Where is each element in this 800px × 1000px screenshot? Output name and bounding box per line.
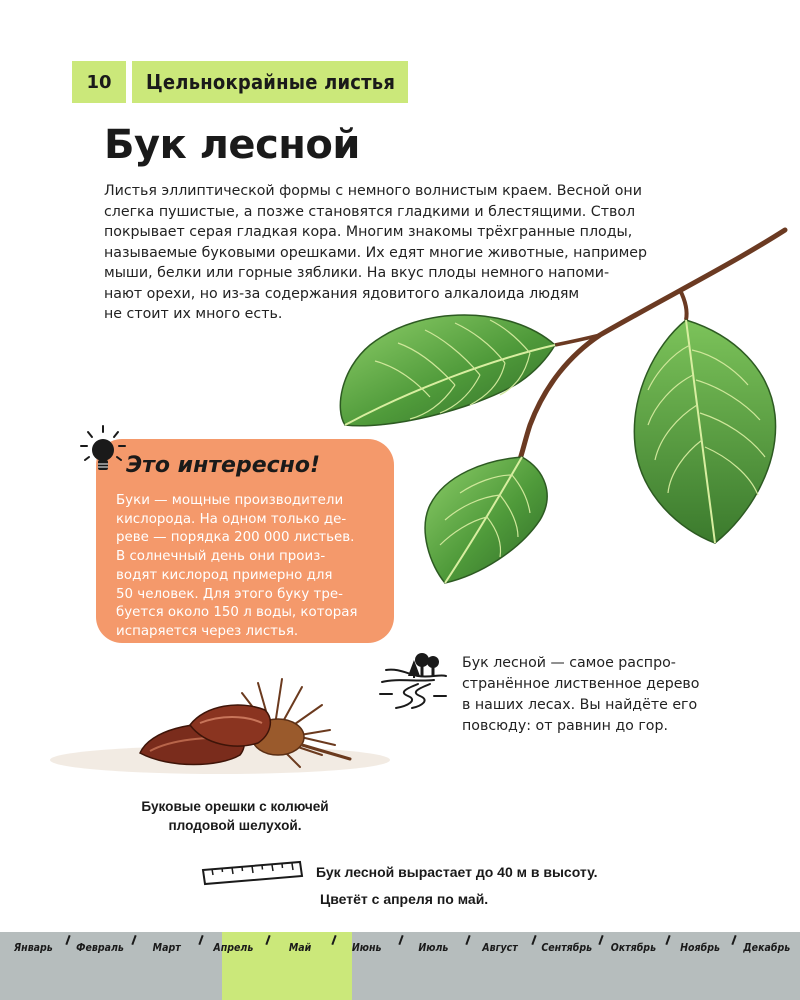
month-january: Январь (13, 942, 53, 954)
month-december: Декабрь (733, 932, 800, 962)
intro-line: нают орехи, но из-за содержания ядовитого алкалоида людям (104, 285, 580, 302)
leaf-right (634, 320, 775, 543)
intro-line: не стоит их много есть. (104, 306, 283, 322)
intro-line: покрывает серая гладкая кора. Многим знакомы трёхгранные плоды, (104, 224, 633, 240)
fact-title: Это интересно! (126, 453, 321, 478)
fact-line: 50 человек. Для этого буку тре- (116, 586, 343, 602)
fact-line: испаряется через листья. (116, 623, 299, 639)
month-september: Сентябрь (533, 932, 600, 962)
month-may: Май (267, 932, 334, 962)
month-february: Февраль (67, 932, 134, 962)
month-august: Август (467, 932, 534, 962)
month-june: Июнь (333, 932, 400, 962)
habitat-line: в наших лесах. Вы найдёте его (462, 697, 698, 713)
page-number: 10 (86, 71, 112, 93)
intro-line: слегка пушистые, а позже становятся гладкими и блестящими. Ствол (104, 203, 636, 220)
month-october: Октябрь (600, 932, 667, 962)
ruler-icon (200, 858, 305, 888)
fact-text (116, 492, 386, 642)
habitat-line: Бук лесной — самое распро- (462, 655, 676, 671)
habitat-line: повсюду: от равнин до гор. (462, 718, 669, 734)
fact-line: В солнечный день они произ- (116, 549, 326, 565)
lightbulb-icon (78, 424, 128, 480)
nut-caption (90, 797, 380, 835)
chapter-title: Цельнокрайные листья (146, 70, 396, 94)
fact-line: реве — порядка 200 000 листьев. (116, 530, 355, 546)
month-march: Март (133, 932, 200, 962)
month-list (0, 932, 800, 962)
fact-line: кислорода. На одном только де- (116, 511, 347, 527)
leaf-lower (425, 457, 547, 583)
height-fact: Бук лесной вырастает до 40 м в высоту. (316, 864, 598, 880)
fact-line: Буки — мощные производители (116, 493, 344, 508)
species-title: Бук лесной (104, 122, 360, 168)
intro-line: мыши, белки или горные зяблики. На вкус плоды немного напоми- (104, 265, 610, 281)
month-april: Апрель (200, 932, 267, 962)
fact-line: буется около 150 л воды, которая (116, 605, 358, 621)
beech-nuts-illustration (30, 675, 390, 785)
intro-line: Листья эллиптической формы с немного волнистым краем. Весной они (104, 183, 642, 199)
caption-line: Буковые орешки с колючей (141, 799, 329, 814)
caption-line: плодовой шелухой. (168, 818, 302, 833)
leaf-upper-left (340, 315, 555, 426)
month-july: Июль (400, 932, 467, 962)
chapter-header (72, 61, 408, 103)
intro-line: называемые буковыми орешками. Их едят многие животные, например (104, 244, 648, 261)
habitat-paragraph (462, 653, 742, 737)
month-november: Ноябрь (667, 932, 734, 962)
fact-line: водят кислород примерно для (116, 567, 333, 583)
habitat-line: странённое лиственное дерево (462, 676, 700, 692)
bloom-fact: Цветёт с апреля по май. (320, 891, 489, 907)
beech-branch-illustration (330, 225, 790, 585)
